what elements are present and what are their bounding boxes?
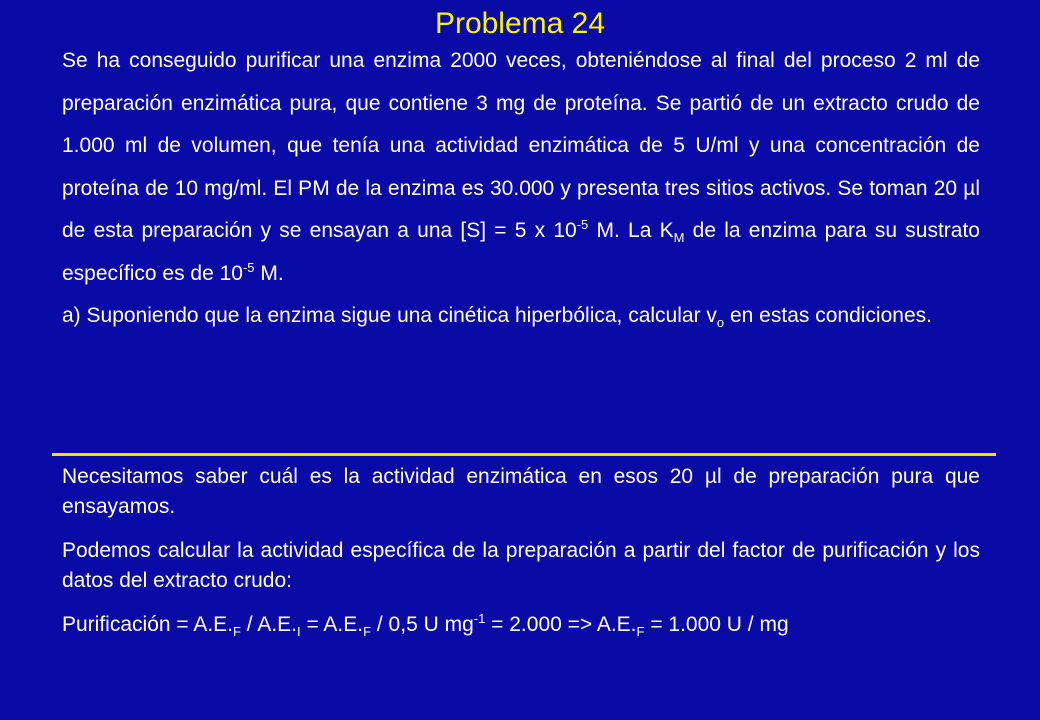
divider-line (52, 453, 996, 456)
equation-text-5: = 2.000 => A.E. (485, 613, 637, 636)
problem-text-2: M. La K (588, 219, 674, 242)
equation-text-3: = A.E. (300, 613, 364, 636)
equation-text-1: Purificación = A.E. (62, 613, 234, 636)
exponent: -5 (242, 259, 255, 275)
slide-title: Problema 24 (434, 7, 606, 40)
subscript: I (297, 624, 301, 639)
exponent: -5 (576, 217, 589, 232)
problem-text-3: de la enzima para su sustrato específico es de 10 (62, 219, 980, 285)
equation-text-4: / 0,5 U mg (371, 613, 474, 636)
solution-paragraph-2: Podemos calcular la actividad específica de la preparación a partir del factor de purificación y los datos del extracto crudo: (62, 539, 980, 592)
problem-question-a (62, 295, 980, 338)
equation-text-2: / A.E. (240, 613, 297, 636)
subscript: F (636, 624, 645, 639)
subscript: o (716, 315, 725, 330)
solution-paragraph-1: Necesitamos saber cuál es la actividad enzimática en esos 20 µl de preparación pura que ensayamos. (62, 465, 980, 518)
subscript: M (673, 230, 685, 245)
solution-section (62, 462, 980, 640)
problem-text-4: M. (254, 261, 284, 285)
subscript: F (233, 624, 241, 639)
equation-text-6: = 1.000 U / mg (644, 613, 789, 636)
solution-equation (62, 610, 980, 640)
question-text-1: a) Suponiendo que la enzima sigue una cinética hiperbólica, calcular v (62, 304, 717, 327)
problem-paragraph-1 (62, 40, 980, 295)
exponent: -1 (473, 611, 486, 626)
problem-statement (62, 40, 980, 338)
subscript: F (363, 624, 372, 639)
question-text-2: en estas condiciones. (724, 304, 932, 327)
problem-text-1: Se ha conseguido purificar una enzima 2000 veces, obteniéndose al final del proceso 2 ml de preparación enzimática pura, que contiene 3 mg de proteína. Se partió de un extracto crudo de 1.000 ml de volumen, que tenía una actividad enzimática de 5 U/ml y una concentración de proteína de 10 mg/ml. El PM de la enzima es 30.000 y presenta tres sitios activos. Se toman 20 µl de esta preparación y se ensayan a una [S] = 5 x 10 (62, 49, 980, 242)
